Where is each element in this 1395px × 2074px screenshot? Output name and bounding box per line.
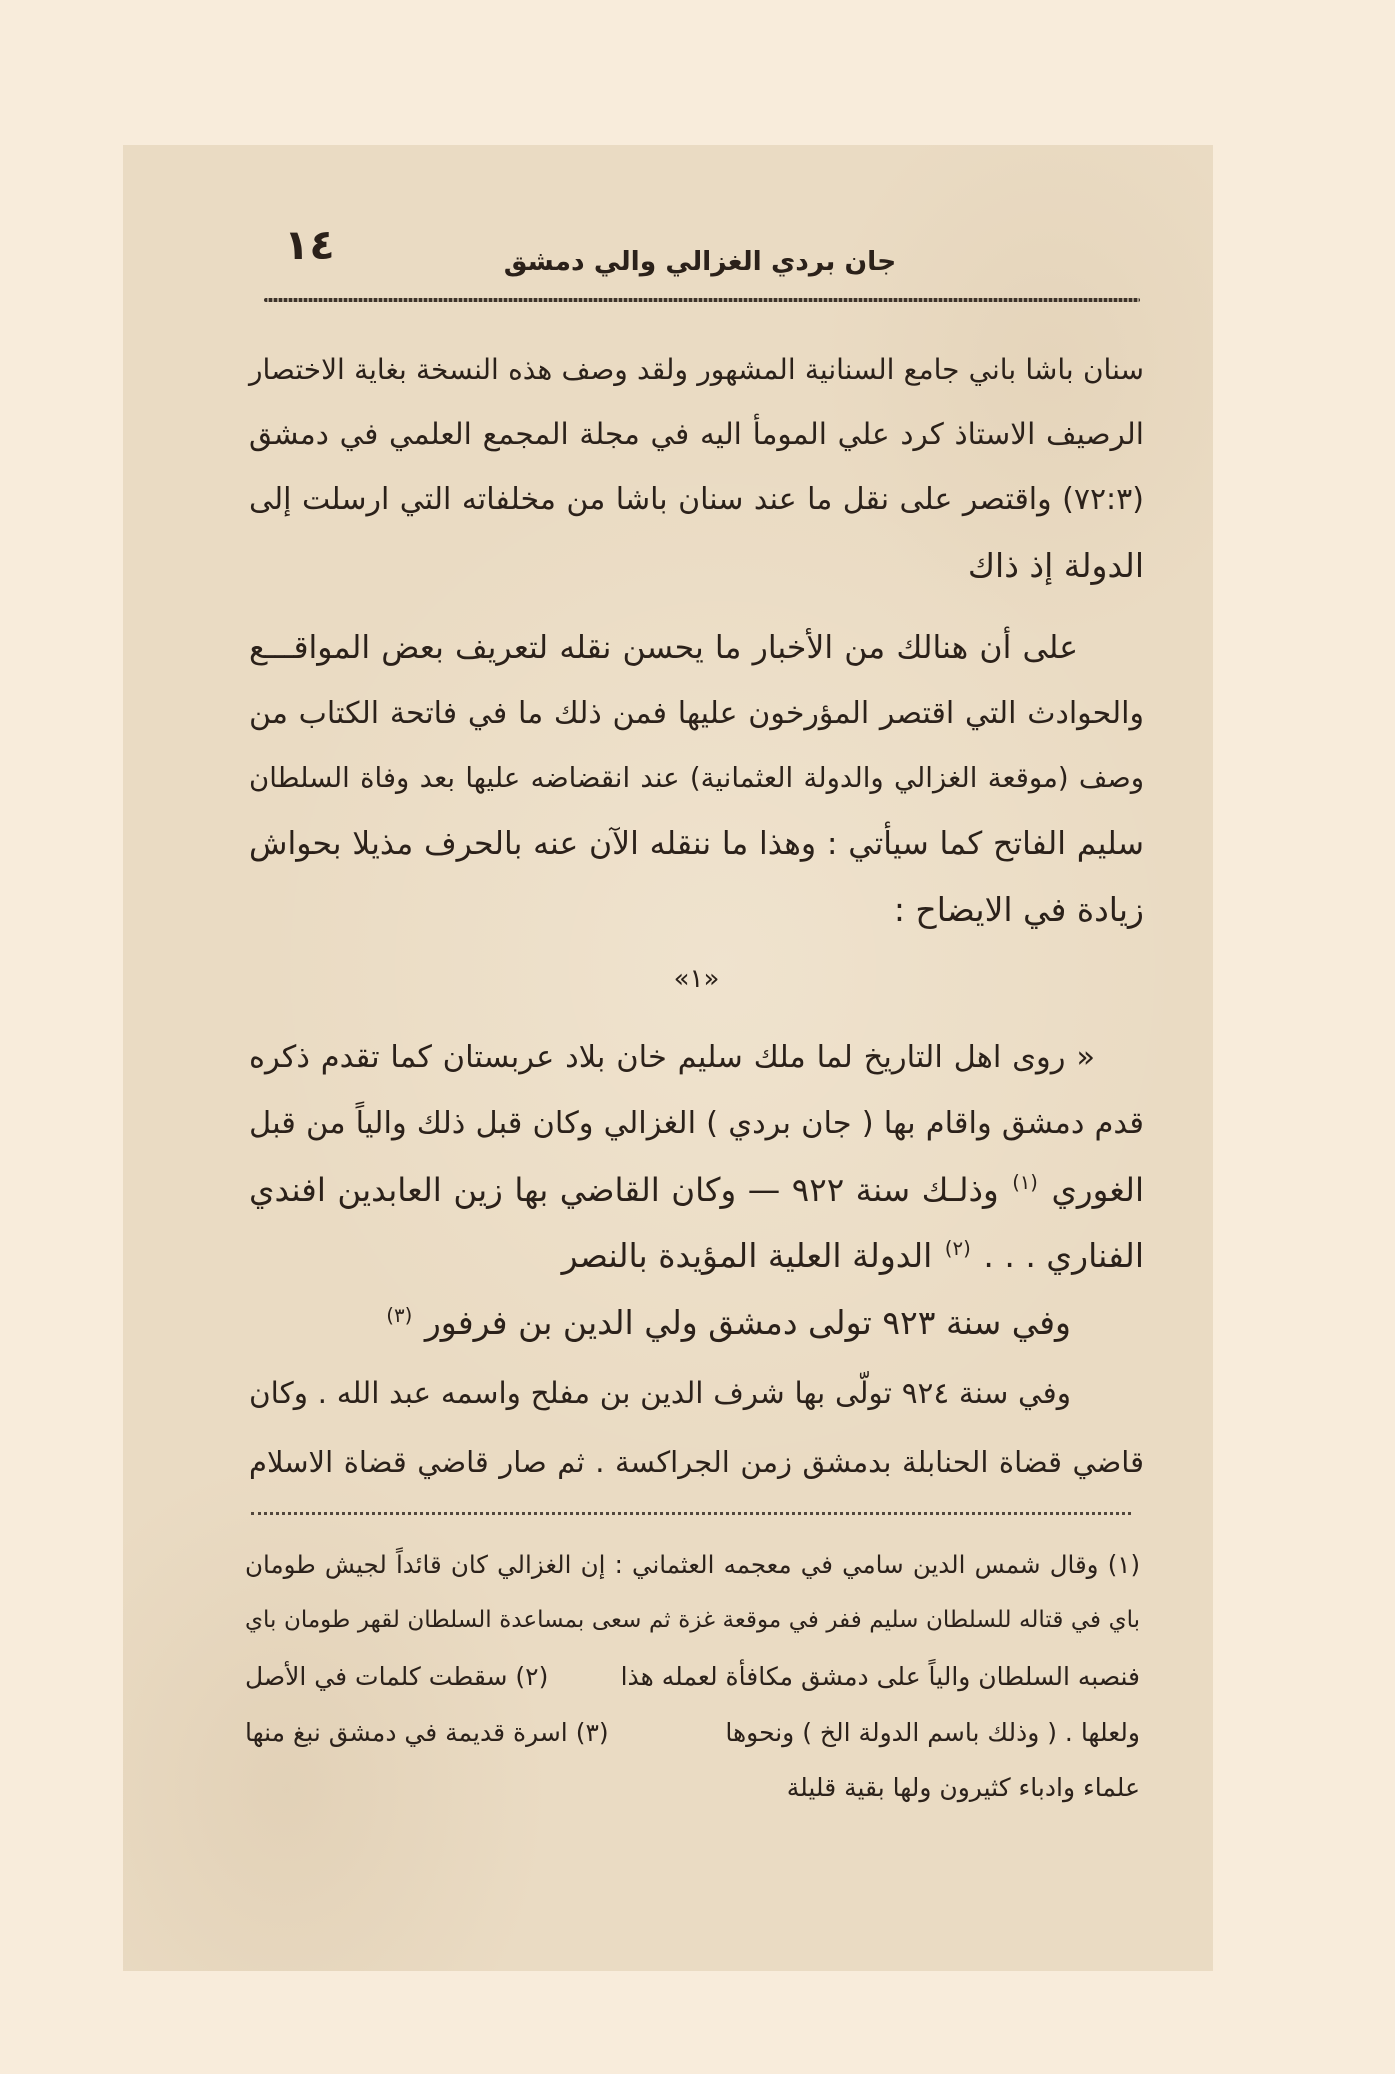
footnote-text: (٣) اسرة قديمة في دمشق نبغ منها bbox=[245, 1718, 609, 1747]
body-line: الرصيف الاستاذ كرد علي المومأ اليه في مجلة المجمع العلمي في دمشق bbox=[249, 417, 1144, 451]
footnote-line bbox=[245, 1711, 1140, 1755]
body-line: « روى اهل التاريخ لما ملك سليم خان بلاد عربستان كما تقدم ذكره bbox=[249, 1040, 1095, 1075]
footnote-line: (١) وقال شمس الدين سامي في معجمه العثماني : إن الغزالي كان قائداً لجيش طومان bbox=[245, 1550, 1140, 1579]
body-line: على أن هنالك من الأخبار ما يحسن نقله لتعريف بعض المواقـــع bbox=[249, 630, 1078, 666]
body-line-text: الدولة العلية المؤيدة بالنصر bbox=[561, 1236, 933, 1275]
running-title: جان بردي الغزالي والي دمشق bbox=[503, 246, 897, 277]
body-line bbox=[249, 1230, 1144, 1282]
footnote-ref: (٢) bbox=[944, 1237, 971, 1260]
footnote-line: باي في قتاله للسلطان سليم ففر في موقعة غزة ثم سعى بمساعدة السلطان لقهر طومان باي bbox=[245, 1607, 1140, 1633]
body-line: سنان باشا باني جامع السنانية المشهور ولقد وصف هذه النسخة بغاية الاختصار bbox=[249, 353, 1144, 386]
body-line bbox=[249, 1297, 1071, 1349]
footnote-line bbox=[245, 1655, 1140, 1699]
body-line: سليم الفاتح كما سيأتي : وهذا ما ننقله الآن عنه بالحرف مذيلا بحواش bbox=[249, 826, 1144, 862]
body-line: وفي سنة ٩٢٤ تولّى بها شرف الدين بن مفلح واسمه عبد الله . وكان bbox=[249, 1376, 1071, 1410]
body-line-text: وفي سنة ٩٢٣ تولى دمشق ولي الدين بن فرفور bbox=[424, 1303, 1071, 1342]
footnote-text: ولعلها . ( وذلك باسم الدولة الخ ) ونحوها bbox=[725, 1718, 1140, 1747]
body-line-text: وذلـك سنة ٩٢٢ — وكان القاضي بها زين العابدين افندي bbox=[249, 1171, 999, 1209]
footnote-text: (٢) سقطت كلمات في الأصل bbox=[245, 1662, 549, 1691]
section-marker: «١» bbox=[673, 964, 720, 994]
footnote-text: فنصبه السلطان والياً على دمشق مكافأة لعمله هذا bbox=[620, 1662, 1140, 1691]
body-line bbox=[249, 1164, 1144, 1216]
page-number: ١٤ bbox=[284, 220, 335, 269]
footnote-ref: (٣) bbox=[386, 1304, 413, 1327]
footnote-separator bbox=[251, 1512, 1131, 1515]
body-line: الدولة إذ ذاك bbox=[967, 546, 1144, 585]
footnote-ref: (١) bbox=[1012, 1171, 1038, 1195]
body-line: زيادة في الايضاح : bbox=[893, 890, 1144, 929]
body-line-text: الغوري bbox=[1051, 1171, 1144, 1209]
body-line-text: الفناري . . . bbox=[983, 1236, 1144, 1275]
header-rule bbox=[264, 298, 1140, 302]
body-line: (٧٢:٣) واقتصر على نقل ما عند سنان باشا من مخلفاته التي ارسلت إلى bbox=[249, 482, 1144, 517]
body-line: قاضي قضاة الحنابلة بدمشق زمن الجراكسة . ثم صار قاضي قضاة الاسلام bbox=[249, 1445, 1144, 1479]
footnote-line: علماء وادباء كثيرون ولها بقية قليلة bbox=[786, 1773, 1140, 1802]
body-line: وصف (موقعة الغزالي والدولة العثمانية) عند انقضاضه عليها بعد وفاة السلطان bbox=[249, 762, 1144, 794]
body-line: والحوادث التي اقتصر المؤرخون عليها فمن ذلك ما في فاتحة الكتاب من bbox=[249, 696, 1144, 731]
body-line: قدم دمشق واقام بها ( جان بردي ) الغزالي وكان قبل ذلك والياً من قبل bbox=[249, 1106, 1144, 1141]
